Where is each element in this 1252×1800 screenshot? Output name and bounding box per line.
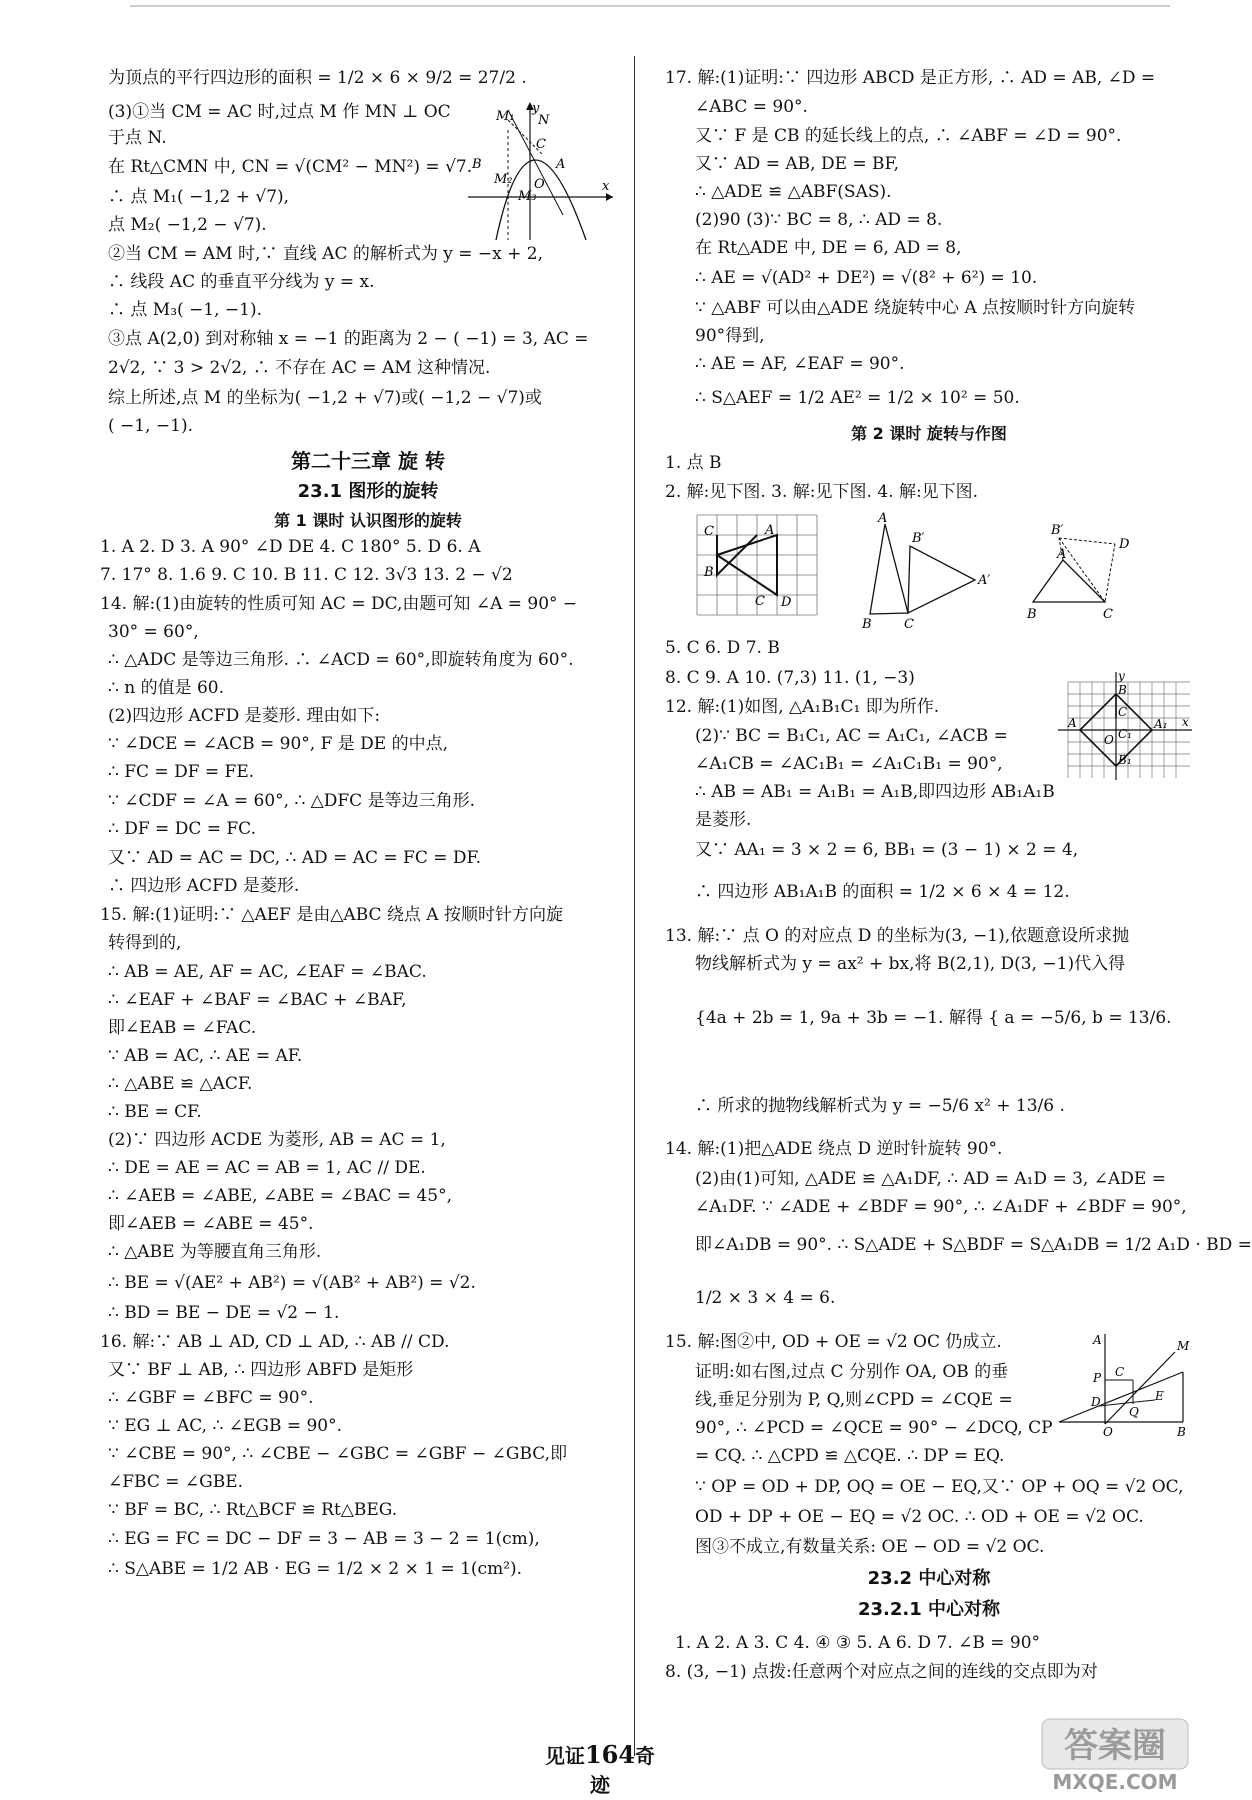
- fig-label: M₂: [494, 172, 513, 187]
- text-line: 又∵ AD = AC = DC, ∴ AD = AC = FC = DF.: [108, 848, 482, 868]
- fig-label: B: [1118, 683, 1127, 697]
- text-line: 2√2, ∵ 3 > 2√2, ∴ 不存在 AC = AM 这种情况.: [108, 358, 491, 378]
- text-line: ∵ ∠CBE = 90°, ∴ ∠CBE − ∠GBC = ∠GBF − ∠GBC,即: [108, 1444, 568, 1464]
- text-line: ∴ AE = AF, ∠EAF = 90°.: [695, 354, 905, 374]
- text-line: 5. C 6. D 7. B: [665, 638, 780, 658]
- text-line: ∴ 点 M₁( −1,2 + √7),: [108, 187, 290, 207]
- chapter-title: 第二十三章 旋 转: [291, 449, 445, 473]
- text-line: 点 M₂( −1,2 − √7).: [108, 215, 267, 235]
- text-line: ∴ 点 M₃( −1, −1).: [108, 300, 263, 320]
- text-line: (2)90 (3)∵ BC = 8, ∴ AD = 8.: [695, 210, 943, 230]
- text-line: ∴ △ADC 是等边三角形. ∴ ∠ACD = 60°,即旋转角度为 60°.: [108, 650, 574, 670]
- fig-label: A: [1093, 1333, 1102, 1347]
- fig-label: B: [704, 565, 714, 580]
- fig-label: N: [538, 113, 550, 128]
- text-line: 1. A 2. D 3. A 90° ∠D DE 4. C 180° 5. D 6. A: [100, 537, 481, 557]
- text-line: 又∵ BF ⊥ AB, ∴ 四边形 ABFD 是矩形: [108, 1360, 414, 1380]
- text-line: (2)∵ BC = B₁C₁, AC = A₁C₁, ∠ACB =: [695, 726, 1008, 746]
- text-line: 线,垂足分别为 P, Q,则∠CPD = ∠CQE =: [695, 1390, 1013, 1410]
- text-line: ③点 A(2,0) 到对称轴 x = −1 的距离为 2 − ( −1) = 3, AC =: [108, 329, 589, 349]
- text-line: 8. C 9. A 10. (7,3) 11. (1, −3): [665, 668, 915, 688]
- fig-label: y: [532, 101, 540, 116]
- fig-label: P: [1093, 1371, 1102, 1385]
- text-line: 于点 N.: [108, 128, 167, 148]
- triangle-figure-q4: [1025, 520, 1165, 620]
- text-line: ∴ AB = AE, AF = AC, ∠EAF = ∠BAC.: [108, 962, 427, 982]
- text-line: 14. 解:(1)由旋转的性质可知 AC = DC,由题可知 ∠A = 90° −: [100, 594, 578, 614]
- text-line: 1. A 2. A 3. C 4. ④ ③ 5. A 6. D 7. ∠B = 90°: [675, 1633, 1041, 1653]
- fig-label: C: [536, 137, 546, 152]
- text-line: 又∵ AD = AB, DE = BF,: [695, 154, 900, 174]
- text-line: 15. 解:图②中, OD + OE = √2 OC 仍成立.: [665, 1332, 1002, 1352]
- text-line: ②当 CM = AM 时,∵ 直线 AC 的解析式为 y = −x + 2,: [108, 244, 544, 264]
- text-line: 30° = 60°,: [108, 622, 199, 642]
- fig-label: A: [878, 511, 888, 526]
- text-line: ∴ FC = DF = FE.: [108, 762, 255, 782]
- section-title: 23.2 中心对称: [867, 1568, 991, 1589]
- fig-label: M₃: [518, 189, 537, 204]
- text-line: ∴ BE = √(AE² + AB²) = √(AB² + AB²) = √2.: [108, 1273, 476, 1293]
- text-line: ∴ 所求的抛物线解析式为 y = −5/6 x² + 13/6 .: [695, 1096, 1065, 1116]
- text-line: ∠ABC = 90°.: [695, 97, 808, 117]
- text-line: ∴ BE = CF.: [108, 1102, 202, 1122]
- text-line: 是菱形.: [695, 810, 752, 830]
- text-line: 1/2 × 3 × 4 = 6.: [695, 1288, 836, 1308]
- text-line: (3)①当 CM = AC 时,过点 M 作 MN ⊥ OC: [108, 102, 451, 122]
- text-line: 17. 解:(1)证明:∵ 四边形 ABCD 是正方形, ∴ AD = AB, ∠D =: [665, 68, 1156, 88]
- fig-label: M: [1177, 1339, 1190, 1353]
- fig-label: B₁: [1118, 753, 1132, 767]
- text-line: 又∵ AA₁ = 3 × 2 = 6, BB₁ = (3 − 1) × 2 = 4,: [695, 840, 1079, 860]
- text-line: ∴ 四边形 ACFD 是菱形.: [108, 876, 300, 896]
- text-line: ∴ △ABE 为等腰直角三角形.: [108, 1242, 322, 1262]
- text-line: ∴ ∠AEB = ∠ABE, ∠ABE = ∠BAC = 45°,: [108, 1186, 453, 1206]
- fig-label: C: [904, 617, 914, 632]
- text-line: ∴ ∠GBF = ∠BFC = 90°.: [108, 1388, 314, 1408]
- text-line: ∴ △ADE ≌ △ABF(SAS).: [695, 182, 892, 202]
- text-line: ∴ 线段 AC 的垂直平分线为 y = x.: [108, 272, 375, 292]
- text-line: ( −1, −1).: [108, 416, 193, 436]
- fig-label: A′: [978, 573, 991, 588]
- fig-label: B′: [912, 531, 925, 546]
- fig-label: C: [1118, 705, 1128, 719]
- fig-label: B: [1177, 1425, 1186, 1439]
- text-line: ∴ 四边形 AB₁A₁B 的面积 = 1/2 × 6 × 4 = 12.: [695, 882, 1070, 902]
- text-line: 物线解析式为 y = ax² + bx,将 B(2,1), D(3, −1)代入得: [695, 954, 1126, 974]
- section-title: 23.1 图形的旋转: [297, 481, 439, 502]
- fig-label: D: [1091, 1395, 1101, 1409]
- watermark-url: MXQE.COM: [1052, 1770, 1178, 1794]
- text-line: ∴ EG = FC = DC − DF = 3 − AB = 3 − 2 = 1(cm),: [108, 1529, 540, 1549]
- text-line: = CQ. ∴ △CPD ≌ △CQE. ∴ DP = EQ.: [695, 1446, 1005, 1466]
- fig-label: E: [1155, 1389, 1164, 1403]
- fig-label: C: [1103, 607, 1113, 622]
- fig-label: A: [556, 157, 566, 172]
- text-line: ∴ ∠EAF + ∠BAF = ∠BAC + ∠BAF,: [108, 990, 407, 1010]
- grid-figure-q2: [695, 513, 820, 621]
- text-line: (2)∵ 四边形 ACDE 为菱形, AB = AC = 1,: [108, 1130, 446, 1150]
- text-line: ∴ S△ABE = 1/2 AB · EG = 1/2 × 2 × 1 = 1(cm²).: [108, 1559, 523, 1579]
- text-line: 在 Rt△ADE 中, DE = 6, AD = 8,: [695, 238, 962, 258]
- text-line: ∵ ∠DCE = ∠ACB = 90°, F 是 DE 的中点,: [108, 734, 449, 754]
- fig-label: Q: [1129, 1405, 1139, 1419]
- text-line: 15. 解:(1)证明:∵ △AEF 是由△ABC 绕点 A 按顺时针方向旋: [100, 905, 563, 925]
- fig-label: O: [1103, 1425, 1113, 1439]
- watermark-logo: [1040, 1715, 1190, 1795]
- fig-label: C: [755, 594, 765, 609]
- text-line: (2)四边形 ACFD 是菱形. 理由如下:: [108, 706, 381, 726]
- grid-figure-q12: [1058, 669, 1193, 782]
- page-footer: [540, 1740, 660, 1798]
- footer-suffix: 奇迹: [590, 1744, 656, 1797]
- text-line: 90°, ∴ ∠PCD = ∠QCE = 90° − ∠DCQ, CP: [695, 1418, 1053, 1438]
- text-line: 又∵ F 是 CB 的延长线上的点, ∴ ∠ABF = ∠D = 90°.: [695, 126, 1122, 146]
- text-line: ∴ △ABE ≌ △ACF.: [108, 1074, 253, 1094]
- text-line: ∠FBC = ∠GBE.: [108, 1472, 244, 1492]
- text-line: 8. (3, −1) 点拨:任意两个对应点之间的连线的交点即为对: [665, 1662, 1098, 1682]
- page-number: 164: [584, 1740, 636, 1769]
- text-line: 转得到的,: [108, 933, 182, 953]
- lesson-title: 第 2 课时 旋转与作图: [851, 424, 1007, 443]
- fig-label: C: [1115, 1365, 1125, 1379]
- text-line: ∵ AB = AC, ∴ AE = AF.: [108, 1046, 303, 1066]
- triangle-figure-q3: [850, 510, 1000, 630]
- text-line: ∴ AE = √(AD² + DE²) = √(8² + 6²) = 10.: [695, 268, 1038, 288]
- text-line: OD + DP + OE − EQ = √2 OC. ∴ OD + OE = √2 OC.: [695, 1507, 1144, 1527]
- fig-label: B′: [1051, 523, 1064, 538]
- text-line: 在 Rt△CMN 中, CN = √(CM² − MN²) = √7.: [108, 157, 473, 177]
- text-line: 即∠A₁DB = 90°. ∴ S△ADE + S△BDF = S△A₁DB = 1/2 A₁D · BD =: [695, 1235, 1252, 1255]
- text-line: 13. 解:∵ 点 O 的对应点 D 的坐标为(3, −1),依题意设所求抛: [665, 926, 1130, 946]
- text-line: ∵ BF = BC, ∴ Rt△BCF ≌ Rt△BEG.: [108, 1500, 398, 1520]
- fig-label: O: [1104, 733, 1114, 747]
- fig-label: C: [704, 524, 714, 539]
- fig-label: A: [1057, 547, 1067, 562]
- fig-label: B: [1027, 607, 1037, 622]
- text-line: 即∠AEB = ∠ABE = 45°.: [108, 1214, 314, 1234]
- text-line: {4a + 2b = 1, 9a + 3b = −1. 解得 { a = −5/6, b = 13/6.: [695, 1008, 1172, 1028]
- fig-label: D: [781, 595, 792, 610]
- text-line: ∵ EG ⊥ AC, ∴ ∠EGB = 90°.: [108, 1416, 343, 1436]
- text-line: 为顶点的平行四边形的面积 = 1/2 × 6 × 9/2 = 27/2 .: [108, 68, 527, 88]
- fig-label: A: [1068, 716, 1077, 730]
- parabola-figure: [468, 100, 618, 245]
- text-line: 1. 点 B: [665, 453, 722, 473]
- top-rule: [130, 5, 1170, 7]
- lesson-title: 第 1 课时 认识图形的旋转: [274, 511, 462, 530]
- fig-label: B: [472, 157, 482, 172]
- column-divider: [634, 56, 635, 1756]
- fig-label: x: [1182, 715, 1189, 729]
- text-line: 7. 17° 8. 1.6 9. C 10. B 11. C 12. 3√3 13. 2 − √2: [100, 565, 513, 585]
- fig-label: M₁: [496, 109, 515, 124]
- fig-label: C₁: [1118, 727, 1132, 741]
- fig-label: x: [602, 179, 610, 194]
- subsection-title: 23.2.1 中心对称: [857, 1599, 1001, 1620]
- fig-label: B: [862, 617, 872, 632]
- text-line: ∵ △ABF 可以由△ADE 绕旋转中心 A 点按顺时针方向旋转: [695, 298, 1136, 318]
- text-line: ∴ DF = DC = FC.: [108, 819, 256, 839]
- text-line: 16. 解:∵ AB ⊥ AD, CD ⊥ AD, ∴ AB // CD.: [100, 1332, 450, 1352]
- text-line: ∴ DE = AE = AC = AB = 1, AC // DE.: [108, 1158, 426, 1178]
- text-line: 图③不成立,有数量关系: OE − OD = √2 OC.: [695, 1537, 1045, 1557]
- text-line: 90°得到,: [695, 326, 765, 346]
- text-line: 即∠EAB = ∠FAC.: [108, 1018, 257, 1038]
- text-line: ∠A₁CB = ∠AC₁B₁ = ∠A₁C₁B₁ = 90°,: [695, 754, 1003, 774]
- fig-label: A₁: [1154, 717, 1168, 731]
- text-line: 证明:如右图,过点 C 分别作 OA, OB 的垂: [695, 1362, 1009, 1382]
- text-line: ∵ OP = OD + DP, OQ = OE − EQ,又∵ OP + OQ = √2 OC,: [695, 1477, 1184, 1497]
- fig-label: A: [765, 523, 775, 538]
- geometry-figure-q15: [1055, 1332, 1190, 1437]
- fig-label: y: [1118, 669, 1125, 683]
- text-line: ∴ AB = AB₁ = A₁B₁ = A₁B,即四边形 AB₁A₁B: [695, 782, 1055, 802]
- fig-label: D: [1119, 537, 1130, 552]
- footer-prefix: 见证: [544, 1744, 585, 1768]
- text-line: ∠A₁DF. ∵ ∠ADE + ∠BDF = 90°, ∴ ∠A₁DF + ∠BDF = 90°,: [695, 1197, 1187, 1217]
- text-line: 14. 解:(1)把△ADE 绕点 D 逆时针旋转 90°.: [665, 1139, 1003, 1159]
- watermark-title: 答案圈: [1064, 1726, 1166, 1766]
- text-line: 2. 解:见下图. 3. 解:见下图. 4. 解:见下图.: [665, 482, 979, 502]
- text-line: 综上所述,点 M 的坐标为( −1,2 + √7)或( −1,2 − √7)或: [108, 388, 542, 408]
- text-line: (2)由(1)可知, △ADE ≌ △A₁DF, ∴ AD = A₁D = 3, ∠ADE =: [695, 1169, 1166, 1189]
- text-line: ∵ ∠CDF = ∠A = 60°, ∴ △DFC 是等边三角形.: [108, 791, 475, 811]
- text-line: ∴ BD = BE − DE = √2 − 1.: [108, 1303, 340, 1323]
- text-line: ∴ n 的值是 60.: [108, 678, 225, 698]
- text-line: 12. 解:(1)如图, △A₁B₁C₁ 即为所作.: [665, 697, 940, 717]
- fig-label: O: [534, 177, 545, 192]
- text-line: ∴ S△AEF = 1/2 AE² = 1/2 × 10² = 50.: [695, 388, 1020, 408]
